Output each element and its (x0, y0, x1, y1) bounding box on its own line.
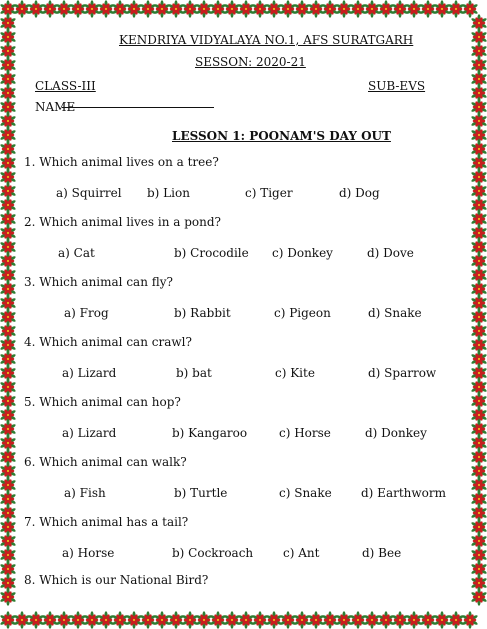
poinsettia-icon (210, 0, 227, 17)
question-1-option-b: b) Lion (147, 186, 190, 200)
question-6-option-c: c) Snake (279, 486, 332, 500)
class-label: CLASS-III (35, 79, 96, 93)
poinsettia-icon (434, 611, 451, 628)
poinsettia-icon (420, 0, 437, 17)
poinsettia-icon (448, 0, 465, 17)
poinsettia-icon (42, 611, 59, 628)
question-3-option-b: b) Rabbit (174, 306, 231, 320)
poinsettia-icon (336, 611, 353, 628)
poinsettia-icon (140, 0, 157, 17)
question-6: 6. Which animal can walk? (24, 455, 187, 469)
poinsettia-icon (238, 0, 255, 17)
poinsettia-icon (168, 611, 185, 628)
poinsettia-icon (14, 0, 31, 17)
poinsettia-icon (224, 611, 241, 628)
poinsettia-icon (294, 611, 311, 628)
poinsettia-icon (98, 0, 115, 17)
question-4-option-d: d) Sparrow (368, 366, 437, 380)
question-2: 2. Which animal lives in a pond? (24, 215, 221, 229)
poinsettia-icon (322, 0, 339, 17)
poinsettia-icon (210, 611, 227, 628)
question-5-option-b: b) Kangaroo (172, 426, 248, 440)
poinsettia-icon (112, 611, 129, 628)
poinsettia-icon (28, 0, 45, 17)
poinsettia-icon (322, 611, 339, 628)
poinsettia-icon (392, 611, 409, 628)
question-5-option-d: d) Donkey (365, 426, 427, 440)
poinsettia-icon (154, 0, 171, 17)
poinsettia-icon (140, 611, 157, 628)
question-1-option-a: a) Squirrel (56, 186, 122, 200)
question-5: 5. Which animal can hop? (24, 395, 181, 409)
question-7-option-b: b) Cockroach (172, 546, 254, 560)
poinsettia-icon (70, 611, 87, 628)
question-2-option-a: a) Cat (58, 246, 95, 260)
question-5-option-a: a) Lizard (62, 426, 117, 440)
question-3-option-a: a) Frog (64, 306, 109, 320)
poinsettia-icon (406, 0, 423, 17)
question-7: 7. Which animal has a tail? (24, 515, 189, 529)
question-7-option-a: a) Horse (62, 546, 115, 560)
question-4: 4. Which animal can crawl? (24, 335, 192, 349)
poinsettia-icon (238, 611, 255, 628)
poinsettia-icon (448, 611, 465, 628)
question-4-option-b: b) bat (176, 366, 212, 380)
question-2-option-c: c) Donkey (272, 246, 333, 260)
poinsettia-icon (28, 611, 45, 628)
question-3: 3. Which animal can fly? (24, 275, 173, 289)
poinsettia-icon (84, 611, 101, 628)
question-2-option-d: d) Dove (367, 246, 414, 260)
poinsettia-icon (378, 611, 395, 628)
poinsettia-icon (98, 611, 115, 628)
question-6-option-a: a) Fish (64, 486, 106, 500)
poinsettia-icon (56, 611, 73, 628)
question-8: 8. Which is our National Bird? (24, 573, 209, 587)
poinsettia-icon (378, 0, 395, 17)
question-6-option-b: b) Turtle (174, 486, 228, 500)
poinsettia-icon (112, 0, 129, 17)
poinsettia-icon (308, 0, 325, 17)
poinsettia-icon (154, 611, 171, 628)
poinsettia-icon (182, 611, 199, 628)
poinsettia-icon (336, 0, 353, 17)
poinsettia-icon (308, 611, 325, 628)
question-3-option-c: c) Pigeon (274, 306, 331, 320)
name-blank-line (62, 107, 214, 108)
poinsettia-icon (392, 0, 409, 17)
poinsettia-icon (126, 611, 143, 628)
question-1-option-c: c) Tiger (245, 186, 293, 200)
poinsettia-icon (462, 0, 479, 17)
poinsettia-icon (462, 611, 479, 628)
question-1-option-d: d) Dog (339, 186, 380, 200)
school-title: KENDRIYA VIDYALAYA NO.1, AFS SURATGARH (119, 33, 414, 47)
poinsettia-icon (168, 0, 185, 17)
question-4-option-a: a) Lizard (62, 366, 117, 380)
poinsettia-icon (196, 611, 213, 628)
poinsettia-icon (224, 0, 241, 17)
poinsettia-icon (406, 611, 423, 628)
poinsettia-icon (252, 611, 269, 628)
subject-label: SUB-EVS (368, 79, 426, 93)
question-7-option-c: c) Ant (283, 546, 320, 560)
question-3-option-d: d) Snake (368, 306, 422, 320)
question-4-option-c: c) Kite (275, 366, 315, 380)
poinsettia-icon (434, 0, 451, 17)
session-label: SESSON: 2020-21 (195, 55, 306, 69)
poinsettia-icon (196, 0, 213, 17)
poinsettia-icon (56, 0, 73, 17)
poinsettia-icon (280, 0, 297, 17)
poinsettia-icon (42, 0, 59, 17)
poinsettia-icon (420, 611, 437, 628)
poinsettia-icon (364, 0, 381, 17)
poinsettia-icon (294, 0, 311, 17)
poinsettia-icon (364, 611, 381, 628)
poinsettia-icon (0, 611, 16, 628)
poinsettia-icon (0, 588, 16, 605)
poinsettia-icon (252, 0, 269, 17)
question-7-option-d: d) Bee (362, 546, 402, 560)
poinsettia-icon (350, 611, 367, 628)
question-6-option-d: d) Earthworm (361, 486, 446, 500)
poinsettia-icon (84, 0, 101, 17)
poinsettia-icon (471, 588, 487, 605)
name-label: NAME- (35, 100, 80, 114)
poinsettia-icon (126, 0, 143, 17)
poinsettia-icon (266, 0, 283, 17)
poinsettia-icon (70, 0, 87, 17)
poinsettia-icon (350, 0, 367, 17)
lesson-title: LESSON 1: POONAM'S DAY OUT (172, 129, 391, 143)
poinsettia-icon (182, 0, 199, 17)
question-2-option-b: b) Crocodile (174, 246, 249, 260)
question-1: 1. Which animal lives on a tree? (24, 155, 219, 169)
question-5-option-c: c) Horse (279, 426, 331, 440)
poinsettia-icon (266, 611, 283, 628)
poinsettia-icon (280, 611, 297, 628)
poinsettia-icon (14, 611, 31, 628)
